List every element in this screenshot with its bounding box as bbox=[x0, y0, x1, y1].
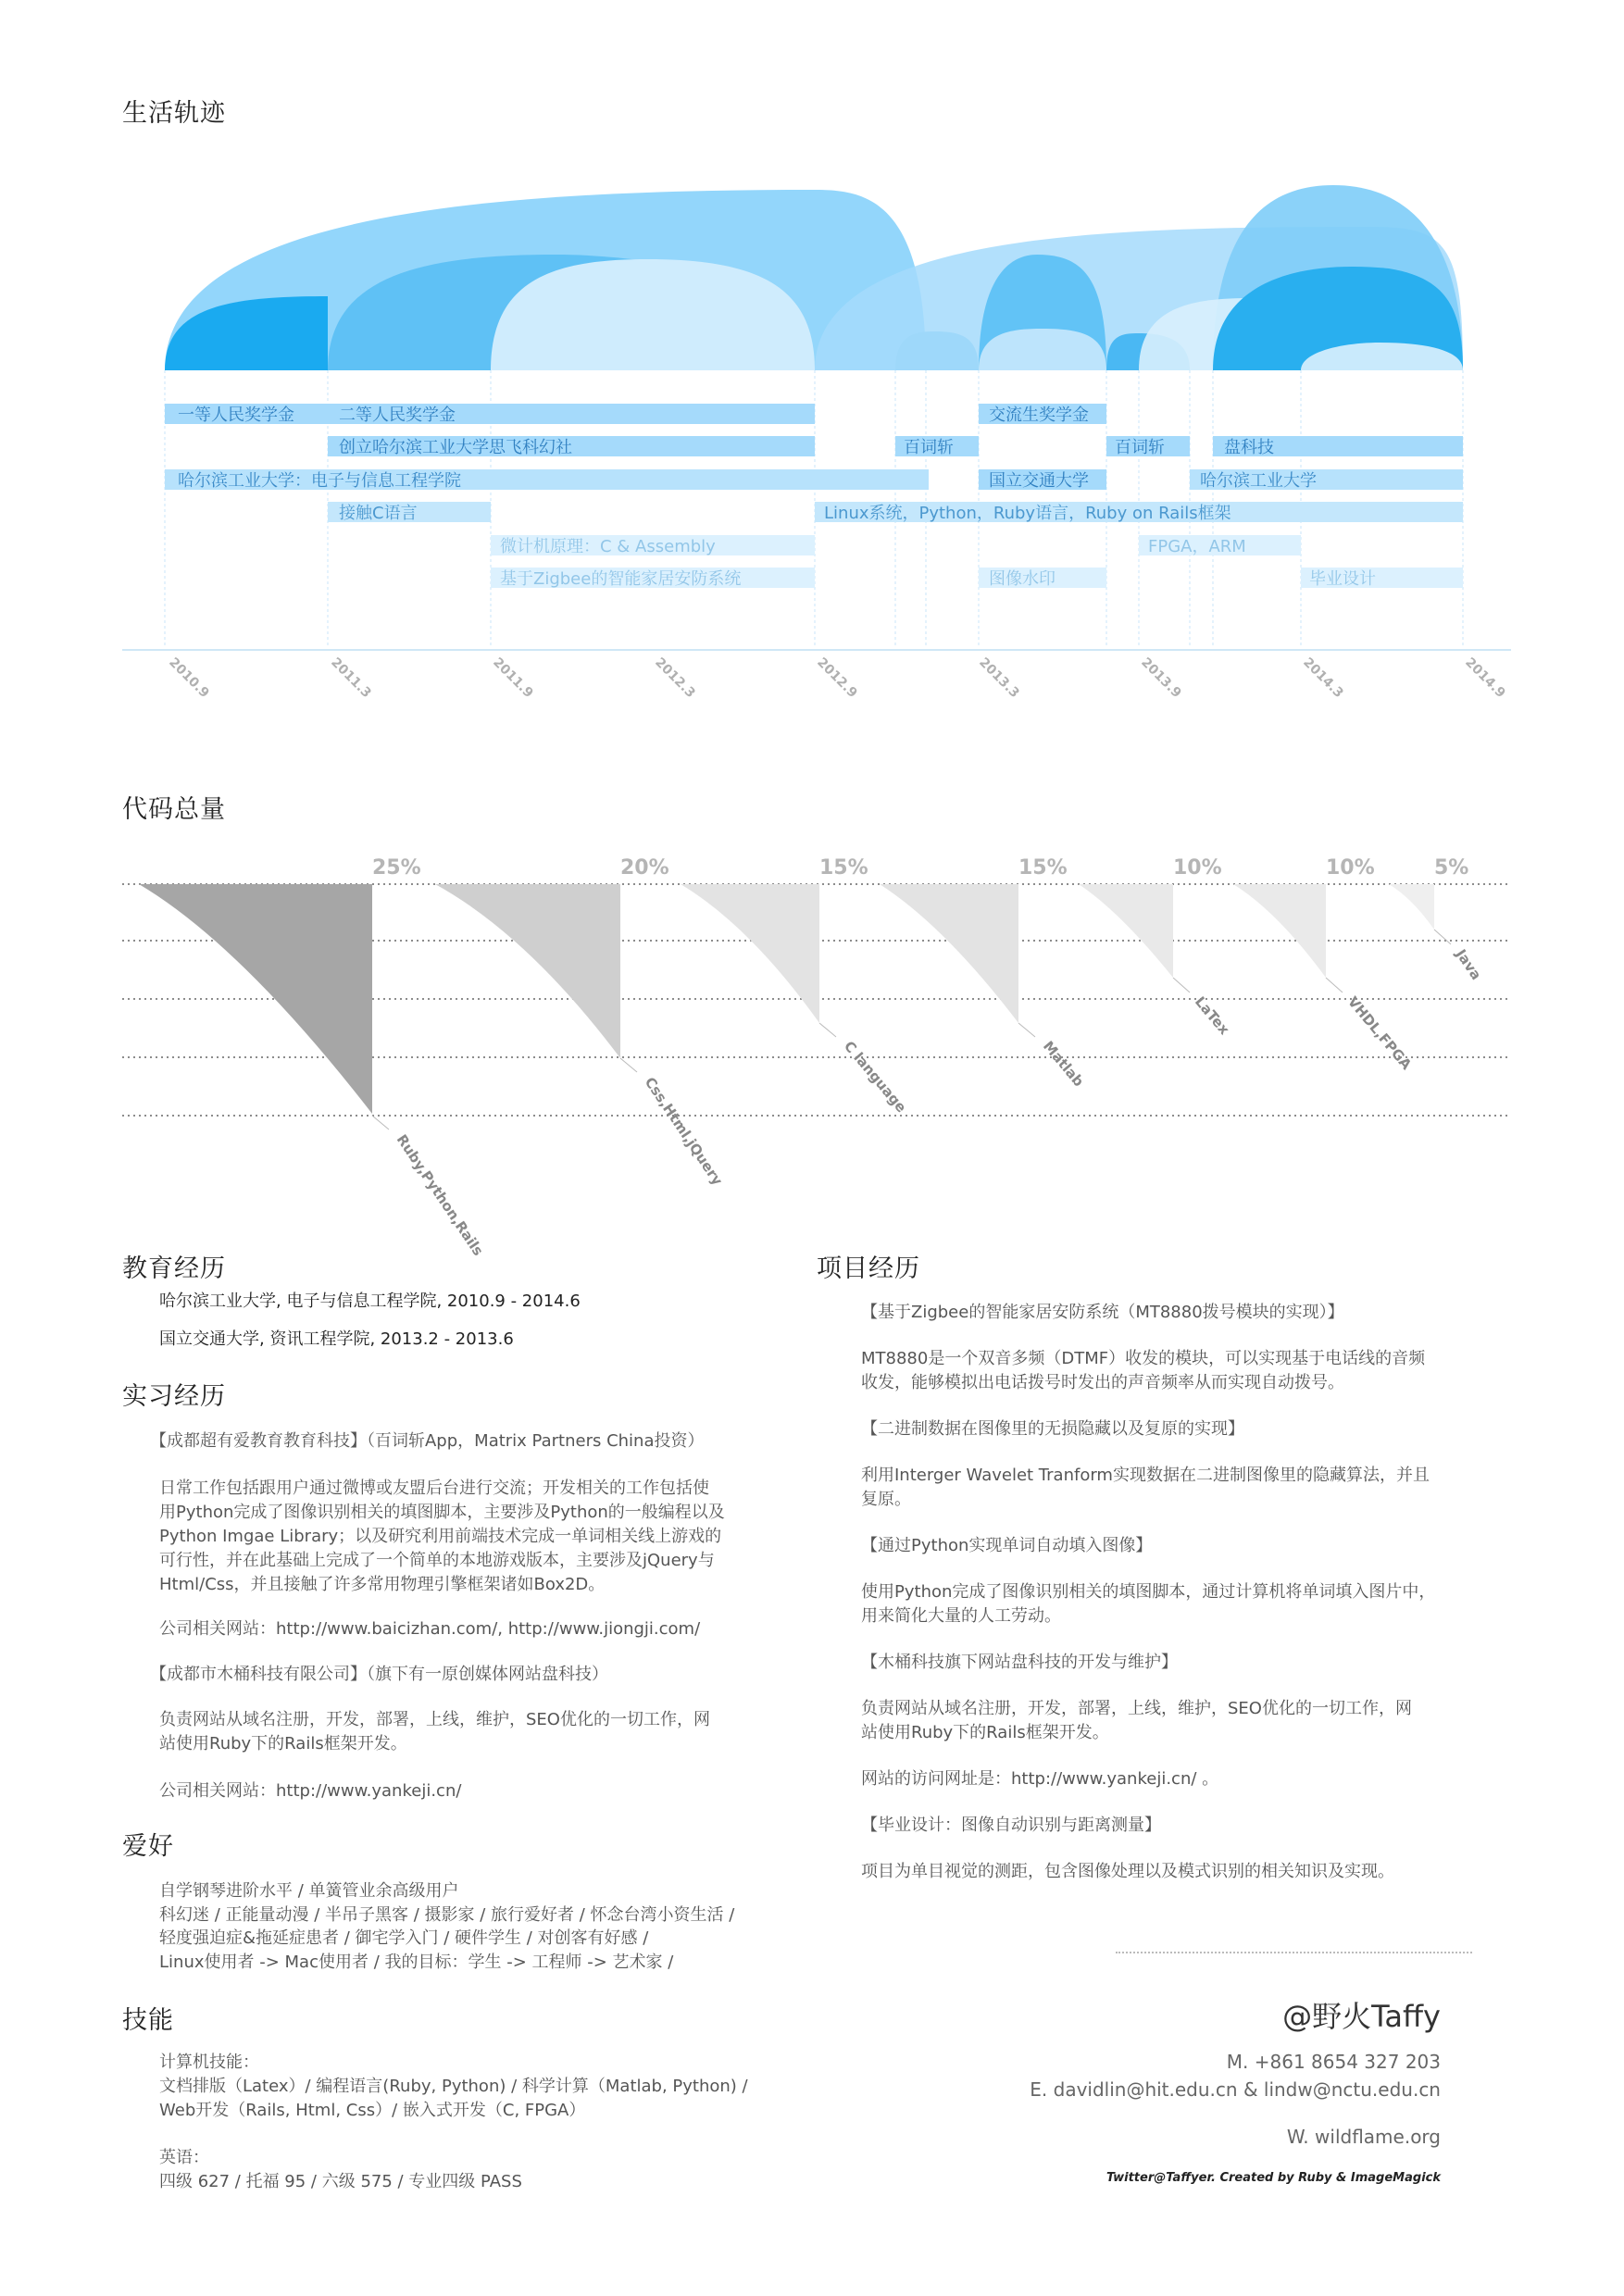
project-desc-line: MT8880是一个双音多频（DTMF）收发的模块，可以实现基于电话线的音频 bbox=[861, 1349, 1426, 1368]
project-title: 【通过Python实现单词自动填入图像】 bbox=[861, 1536, 1153, 1555]
date-label: 2013.3 bbox=[976, 655, 1022, 702]
hobbies-title: 爱好 bbox=[122, 1832, 174, 1861]
company-site: 公司相关网站：http://www.baicizhan.com/, http://www.jiongji.com/ bbox=[159, 1619, 701, 1639]
hobby-line: 科幻迷 / 正能量动漫 / 半吊子黑客 / 摄影家 / 旅行爱好者 / 怀念台湾小资生活 / bbox=[159, 1905, 735, 1925]
language-label: VHDL,FPGA bbox=[1343, 993, 1416, 1073]
date-label: 2011.9 bbox=[490, 655, 536, 702]
skills-line: 文档排版（Latex）/ 编程语言(Ruby, Python) / 科学计算（Matlab, Python) / bbox=[159, 2077, 748, 2096]
date-label: 2012.9 bbox=[814, 655, 860, 702]
bar-label: 交流生奖学金 bbox=[989, 406, 1089, 425]
project-desc-line: 用来简化大量的人工劳动。 bbox=[861, 1606, 1061, 1626]
date-label: 2010.9 bbox=[166, 655, 212, 702]
timeline-bar-labels bbox=[178, 406, 1376, 589]
date-label: 2014.9 bbox=[1462, 655, 1508, 702]
language-label: LaTex bbox=[1191, 993, 1233, 1039]
percent-label: 20% bbox=[620, 856, 669, 880]
percent-label: 5% bbox=[1434, 856, 1469, 880]
bar-label: 微计机原理：C & Assembly bbox=[500, 537, 716, 556]
language-label: Css,Html,jQuery bbox=[641, 1074, 727, 1189]
percent-label: 15% bbox=[819, 856, 868, 880]
education-item: 国立交通大学, 资讯工程学院, 2013.2 - 2013.6 bbox=[159, 1329, 514, 1349]
author-name: @野火Taffy bbox=[1282, 1999, 1441, 2034]
skills-computer-label: 计算机技能： bbox=[159, 2053, 259, 2072]
code-leaders bbox=[372, 930, 1451, 1129]
skills-english: 四级 627 / 托福 95 / 六级 575 / 专业四级 PASS bbox=[159, 2172, 522, 2191]
bar-label: 二等人民奖学金 bbox=[339, 406, 456, 425]
bar-label: 百词斩 bbox=[1115, 438, 1165, 457]
project-title: 【二进制数据在图像里的无损隐藏以及复原的实现】 bbox=[861, 1419, 1244, 1439]
bar-label: 百词斩 bbox=[904, 438, 954, 457]
bar-label: 基于Zigbee的智能家居安防系统 bbox=[500, 569, 742, 589]
project-desc-line: 利用Interger Wavelet Tranform实现数据在二进制图像里的隐藏算法，并且 bbox=[861, 1466, 1430, 1485]
project-title: 【基于Zigbee的智能家居安防系统（MT8880拨号模块的实现）】 bbox=[861, 1303, 1344, 1322]
bar-label: FPGA，ARM bbox=[1148, 537, 1246, 556]
language-label: C language bbox=[840, 1038, 910, 1117]
skills-english-label: 英语： bbox=[159, 2148, 209, 2167]
date-label: 2011.3 bbox=[328, 655, 374, 702]
internship-desc-line: Python Imgae Library；以及研究利用前端技术完成一单词相关线上游戏的 bbox=[159, 1527, 722, 1546]
bar-label: 哈尔滨工业大学：电子与信息工程学院 bbox=[178, 471, 461, 491]
project-desc-line: 收发，能够模拟出电话拨号时发出的声音频率从而实现自动拨号。 bbox=[861, 1373, 1344, 1392]
project-desc-line: 项目为单目视觉的测距，包含图像处理以及模式识别的相关知识及实现。 bbox=[861, 1862, 1394, 1881]
timeline-arches bbox=[165, 185, 1463, 370]
skills-line: Web开发（Rails, Html, Css）/ 嵌入式开发（C, FPGA） bbox=[159, 2101, 586, 2120]
project-title: 【毕业设计：图像自动识别与距离测量】 bbox=[861, 1816, 1161, 1835]
bar-label: 图像水印 bbox=[989, 569, 1056, 589]
skills-title: 技能 bbox=[122, 2006, 174, 2035]
project-desc-line: 负责网站从域名注册，开发，部署，上线，维护，SEO优化的一切工作，网 bbox=[861, 1699, 1412, 1718]
bar-label: 一等人民奖学金 bbox=[178, 406, 294, 425]
project-desc-line: 复原。 bbox=[861, 1490, 911, 1509]
education-title: 教育经历 bbox=[122, 1254, 226, 1283]
code-percents bbox=[372, 856, 1468, 880]
projects-title: 项目经历 bbox=[817, 1254, 920, 1283]
contact-phone: M. +861 8654 327 203 bbox=[1226, 2051, 1441, 2073]
date-label: 2012.3 bbox=[652, 655, 698, 702]
code-chart bbox=[0, 833, 1624, 1259]
contact-email: E. davidlin@hit.edu.cn & lindw@nctu.edu.cn bbox=[1030, 2078, 1441, 2101]
bar-label: Linux系统，Python，Ruby语言，Ruby on Rails框架 bbox=[824, 504, 1231, 523]
code-languages bbox=[394, 945, 1485, 1258]
date-label: 2014.3 bbox=[1300, 655, 1346, 702]
percent-label: 10% bbox=[1173, 856, 1222, 880]
date-label: 2013.9 bbox=[1138, 655, 1184, 702]
hobby-line: 轻度强迫症&拖延症患者 / 御宅学入门 / 硬件学生 / 对创客有好感 / bbox=[159, 1928, 649, 1948]
percent-label: 15% bbox=[1018, 856, 1068, 880]
bar-label: 创立哈尔滨工业大学思飞科幻社 bbox=[339, 438, 572, 457]
internship-desc-line: 站使用Ruby下的Rails框架开发。 bbox=[159, 1734, 407, 1753]
education-item: 哈尔滨工业大学, 电子与信息工程学院, 2010.9 - 2014.6 bbox=[159, 1292, 581, 1311]
percent-label: 10% bbox=[1326, 856, 1375, 880]
language-label: Ruby,Python,Rails bbox=[393, 1131, 487, 1259]
internship-desc-line: 用Python完成了图像识别相关的填图脚本，主要涉及Python的一般编程以及 bbox=[159, 1503, 725, 1522]
timeline-title: 生活轨迹 bbox=[122, 99, 226, 128]
bar-label: 国立交通大学 bbox=[989, 471, 1089, 491]
internship-company: 【成都超有爱教育教育科技】（百词斩App，Matrix Partners China投资） bbox=[150, 1431, 705, 1451]
project-site: 网站的访问网址是：http://www.yankeji.cn/ 。 bbox=[861, 1769, 1219, 1789]
language-label: Matlab bbox=[1039, 1038, 1088, 1091]
bar-label: 哈尔滨工业大学 bbox=[1200, 471, 1317, 491]
internship-desc-line: 日常工作包括跟用户通过微博或友盟后台进行交流；开发相关的工作包括使 bbox=[159, 1479, 709, 1498]
project-desc-line: 使用Python完成了图像识别相关的填图脚本，通过计算机将单词填入图片中， bbox=[861, 1582, 1436, 1602]
hobby-line: Linux使用者 -> Mac使用者 / 我的目标：学生 -> 工程师 -> 艺术家 / bbox=[159, 1953, 674, 1972]
bar-label: 毕业设计 bbox=[1309, 569, 1376, 589]
bar-label: 盘科技 bbox=[1224, 438, 1274, 457]
contact-divider bbox=[1116, 1952, 1472, 1953]
internship-desc-line: 可行性，并在此基础上完成了一个简单的本地游戏版本，主要涉及jQuery与 bbox=[159, 1551, 715, 1570]
percent-label: 25% bbox=[372, 856, 421, 880]
bar-label: 接触C语言 bbox=[339, 504, 418, 523]
credit-line: Twitter@Taffyer. Created by Ruby & ImageMagick bbox=[1106, 2171, 1441, 2185]
language-label: Java bbox=[1452, 946, 1485, 983]
hobby-line: 自学钢琴进阶水平 / 单簧管业余高级用户 bbox=[159, 1881, 459, 1901]
internship-company: 【成都市木桶科技有限公司】（旗下有一原创媒体网站盘科技） bbox=[150, 1665, 608, 1684]
project-title: 【木桶科技旗下网站盘科技的开发与维护】 bbox=[861, 1653, 1178, 1672]
contact-website: W. wildflame.org bbox=[1286, 2126, 1441, 2148]
internship-desc-line: Html/Css，并且接触了许多常用物理引擎框架诸如Box2D。 bbox=[159, 1575, 606, 1594]
code-title: 代码总量 bbox=[122, 795, 226, 824]
company-site: 公司相关网站：http://www.yankeji.cn/ bbox=[159, 1781, 462, 1801]
internship-desc-line: 负责网站从域名注册，开发，部署，上线，维护，SEO优化的一切工作，网 bbox=[159, 1710, 710, 1729]
project-desc-line: 站使用Ruby下的Rails框架开发。 bbox=[861, 1723, 1109, 1742]
internship-title: 实习经历 bbox=[122, 1382, 226, 1411]
timeline-bars bbox=[165, 404, 1463, 588]
timeline-chart bbox=[0, 0, 1624, 741]
timeline-dates bbox=[166, 655, 1508, 702]
